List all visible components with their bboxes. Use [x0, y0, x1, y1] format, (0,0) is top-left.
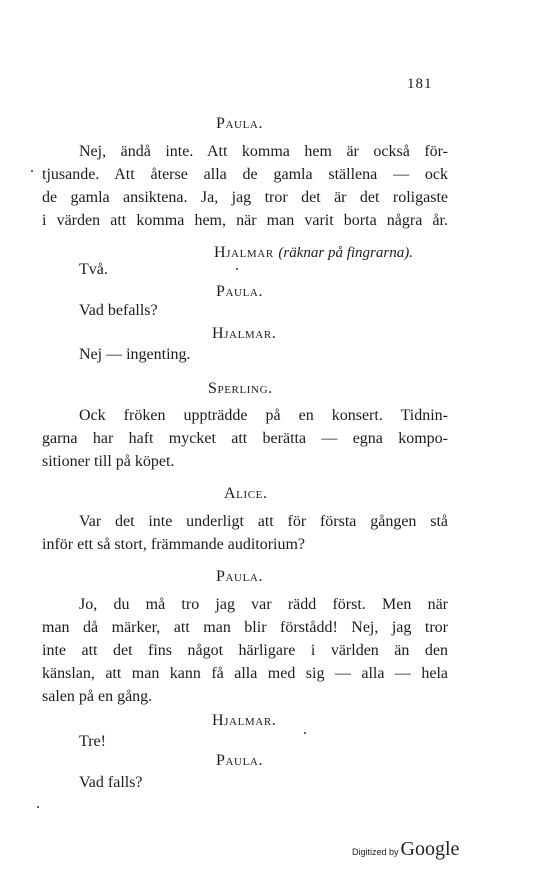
speaker-paula: Paula. [216, 283, 264, 300]
text-line: Jo, du må tro jag var rädd först. Men när [79, 596, 448, 613]
speaker-paula: Paula. [216, 752, 264, 769]
google-logo: Google [400, 838, 460, 860]
speaker-hjalmar: Hjalmar. [212, 712, 277, 729]
text-line: tjusande. Att återse alla de gamla ställena — ock [42, 166, 448, 183]
speaker-paula: Paula. [216, 568, 264, 585]
text-line: Vad befalls? [79, 302, 158, 319]
text-line: Två. [79, 261, 108, 278]
stage-direction: (räknar på fingrarna). [278, 245, 413, 261]
page-number: 181 [407, 76, 433, 92]
text-line: salen på en gång. [42, 688, 153, 705]
speaker-hjalmar [214, 244, 413, 262]
text-line: Nej, ändå inte. Att komma hem är också för- [79, 143, 448, 160]
text-line: garna har haft mycket att berätta — egna kompo- [42, 430, 448, 447]
speaker-sperling: Sperling. [208, 380, 273, 397]
speaker-hjalmar: Hjalmar. [212, 325, 277, 342]
print-speck [236, 268, 238, 270]
print-speck [304, 732, 306, 734]
text-line: inte att det fins något härligare i världen än den [42, 642, 448, 659]
text-line: känslan, att man kann få alla med sig — alla — hela [42, 665, 448, 682]
text-line: sitioner till på köpet. [42, 453, 175, 470]
text-line: Tre! [79, 733, 106, 750]
speaker-name: Hjalmar [214, 244, 274, 261]
digitized-label: Digitized by [352, 847, 399, 857]
text-line: Vad falls? [79, 774, 143, 791]
print-speck [31, 170, 33, 172]
text-line: Ock fröken uppträdde på en konsert. Tidnin- [79, 407, 448, 424]
text-line: de gamla ansiktena. Ja, jag tror det är det roligaste [42, 189, 448, 206]
speaker-alice: Alice. [224, 485, 268, 502]
speaker-paula: Paula. [216, 115, 264, 132]
digitized-watermark [352, 838, 459, 861]
text-line: i värden att komma hem, när man varit borta några år. [42, 212, 448, 229]
text-line: man då märker, att man blir förstådd! Nej, jag tror [42, 619, 448, 636]
text-line: Nej — ingenting. [79, 346, 191, 363]
print-speck [37, 806, 39, 808]
text-line: Var det inte underligt att för första gången stå [79, 513, 448, 530]
text-line: inför ett så stort, främmande auditorium? [42, 536, 306, 553]
